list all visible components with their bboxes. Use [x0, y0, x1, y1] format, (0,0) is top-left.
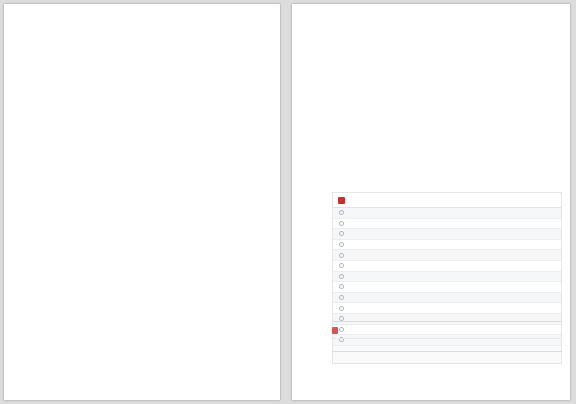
question-item[interactable] [332, 120, 556, 134]
question-list [332, 10, 556, 217]
lesson-item[interactable] [333, 272, 561, 283]
question-item[interactable] [34, 333, 266, 340]
question-item[interactable] [332, 175, 556, 182]
question-item[interactable] [332, 72, 556, 79]
circle-icon [339, 242, 344, 247]
document-icon [332, 327, 338, 334]
question-item[interactable] [34, 346, 266, 353]
question-item[interactable] [34, 133, 266, 140]
question-item[interactable] [34, 291, 266, 298]
circle-icon [339, 274, 344, 279]
document-page-left [4, 4, 280, 400]
circle-icon [339, 210, 344, 215]
question-item[interactable] [332, 141, 556, 155]
document-page-right [292, 4, 570, 400]
question-item[interactable] [332, 24, 556, 38]
question-item[interactable] [34, 147, 266, 161]
question-item[interactable] [34, 236, 266, 250]
lesson-item[interactable] [333, 282, 561, 293]
question-item[interactable] [34, 30, 266, 37]
question-item[interactable] [332, 86, 556, 93]
question-item[interactable] [332, 44, 556, 51]
question-item[interactable] [34, 305, 266, 312]
circle-icon [339, 295, 344, 300]
question-item[interactable] [34, 374, 266, 381]
question-item[interactable] [34, 257, 266, 271]
question-item[interactable] [34, 64, 266, 71]
question-item[interactable] [34, 78, 266, 92]
question-item[interactable] [34, 16, 266, 23]
table-total-row [332, 339, 562, 352]
circle-icon [339, 253, 344, 258]
question-item[interactable] [332, 58, 556, 65]
question-item[interactable] [34, 44, 266, 58]
question-item[interactable] [34, 319, 266, 326]
question-item[interactable] [332, 10, 556, 17]
lesson-item[interactable] [333, 219, 561, 230]
circle-icon [339, 221, 344, 226]
lesson-item[interactable] [333, 250, 561, 261]
lesson-item[interactable] [333, 229, 561, 240]
question-item[interactable] [34, 119, 266, 126]
training-table-header [332, 313, 562, 322]
question-item[interactable] [34, 209, 266, 216]
training-item[interactable] [332, 327, 432, 334]
lesson-item[interactable] [333, 261, 561, 272]
lesson-item[interactable] [333, 208, 561, 219]
question-item[interactable] [34, 388, 266, 395]
book-icon [338, 197, 345, 204]
circle-icon [339, 231, 344, 236]
circle-icon [339, 263, 344, 268]
question-item[interactable] [34, 277, 266, 284]
table-row[interactable] [332, 322, 562, 339]
question-item[interactable] [34, 99, 266, 113]
lesson-item[interactable] [333, 293, 561, 304]
question-item[interactable] [34, 222, 266, 229]
question-item[interactable] [34, 167, 266, 181]
question-item[interactable] [34, 188, 266, 202]
question-item[interactable] [332, 100, 556, 114]
question-item[interactable] [34, 360, 266, 367]
question-list [34, 16, 266, 400]
question-item[interactable] [332, 161, 556, 168]
circle-icon [339, 284, 344, 289]
lesson-item[interactable] [333, 240, 561, 251]
training-panel [332, 306, 562, 352]
course-header [333, 193, 561, 208]
